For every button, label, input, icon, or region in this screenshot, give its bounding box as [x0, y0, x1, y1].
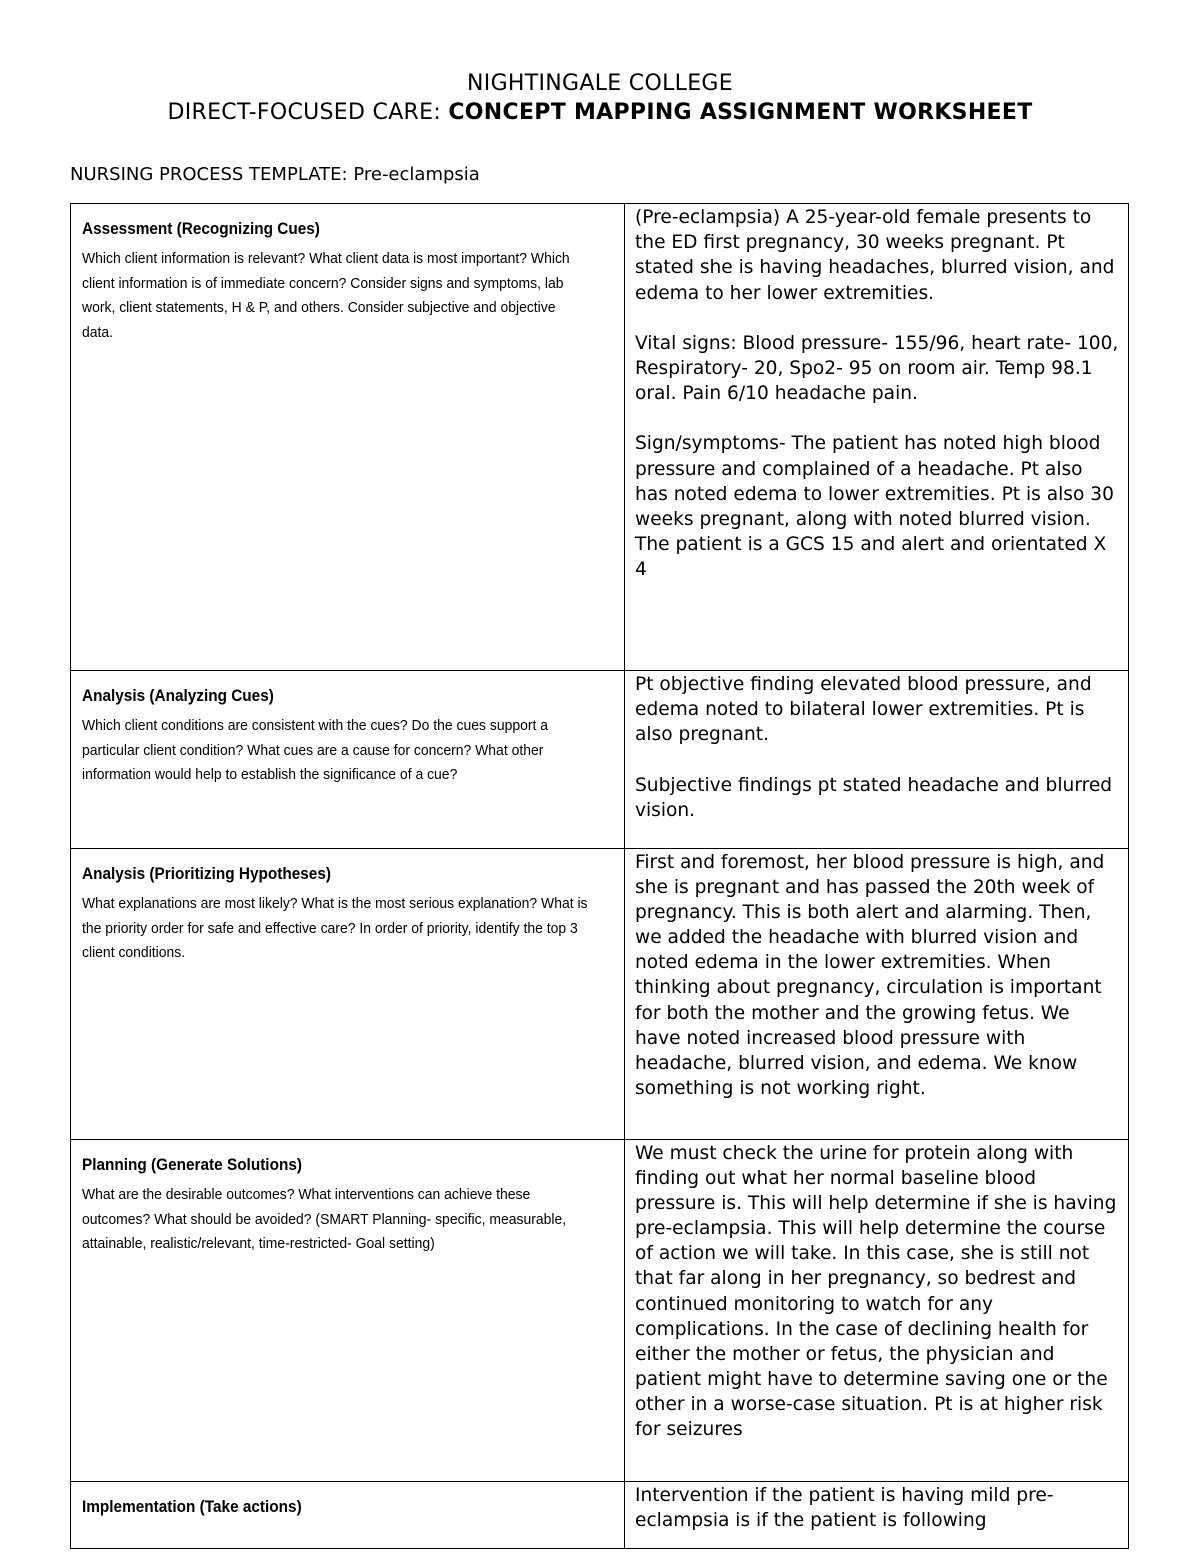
table-row [71, 671, 1129, 849]
section-prompt: What are the desirable outcomes? What interventions can achieve these outcomes? What should be avoided? (SMART Planning- specific, measurable, attainable, realistic/relevant, time-restricted- Goal setting) [82, 1186, 567, 1252]
document-header [0, 70, 1200, 128]
table-row [71, 204, 1129, 671]
nursing-process-table [70, 203, 1129, 1549]
section-heading: Assessment (Recognizing Cues) [82, 220, 320, 238]
section-heading: Implementation (Take actions) [82, 1498, 302, 1516]
response-paragraph: (Pre-eclampsia) A 25-year-old female presents to the ED first pregnancy, 30 weeks pregnant. Pt stated she is having headaches, blurred vision, and edema to her lower extremities. [635, 207, 1115, 304]
response-paragraph: Subjective findings pt stated headache and blurred vision. [635, 774, 1113, 821]
section-heading: Analysis (Analyzing Cues) [82, 687, 274, 705]
response-paragraph: First and foremost, her blood pressure is high, and she is pregnant and has passed the 20th week of pregnancy. This is both alert and alarming. Then, we added the headache with blurred vision and noted edema in the lower extremities. When thinking about pregnancy, circulation is important for both the mother and the growing fetus. We have noted increased blood pressure with headache, blurred vision, and edema. We know something is not working right. [635, 852, 1105, 1099]
section-response-cell [625, 849, 1129, 1140]
table-row [71, 1140, 1129, 1482]
section-label-cell [71, 1140, 625, 1482]
section-prompt: What explanations are most likely? What is the most serious explanation? What is the priority order for safe and effective care? In order of priority, identify the top 3 client conditions. [82, 895, 588, 961]
worksheet-title-bold: CONCEPT MAPPING ASSIGNMENT WORKSHEET [448, 100, 1033, 125]
section-label-cell [71, 204, 625, 671]
table-row [71, 849, 1129, 1140]
response-paragraph: Intervention if the patient is having mild pre-eclampsia is if the patient is following [635, 1485, 1054, 1532]
section-prompt: Which client conditions are consistent with the cues? Do the cues support a particular client condition? What cues are a cause for concern? What other information would help to establish the significance of a cue? [82, 717, 549, 783]
section-response-cell [625, 1140, 1129, 1482]
response-paragraph: Sign/symptoms- The patient has noted high blood pressure and complained of a headache. Pt also has noted edema to lower extremities. Pt is also 30 weeks pregnant, along with noted blurred vision. The patient is a GCS 15 and alert and orientated X 4 [635, 433, 1114, 581]
section-label-cell [71, 849, 625, 1140]
response-paragraph: Vital signs: Blood pressure- 155/96, heart rate- 100, Respiratory- 20, Spo2- 95 on room air. Temp 98.1 oral. Pain 6/10 headache pain. [635, 332, 1119, 405]
response-paragraph: We must check the urine for protein along with finding out what her normal baseline blood pressure is. This will help determine if she is having pre-eclampsia. This will help determine the course of action we will take. In this case, she is still not that far along in her pregnancy, so bedrest and continued monitoring to watch for any complications. In the case of declining health for either the mother or fetus, the physician and patient might have to determine saving one or the other in a worse-case situation. Pt is at higher risk for seizures [635, 1143, 1117, 1441]
section-response-cell [625, 1482, 1129, 1549]
worksheet-title [0, 98, 1200, 128]
table-row [71, 1482, 1129, 1549]
response-paragraph: Pt objective finding elevated blood pressure, and edema noted to bilateral lower extremities. Pt is also pregnant. [635, 674, 1092, 746]
section-heading: Planning (Generate Solutions) [82, 1156, 302, 1174]
section-response-cell [625, 671, 1129, 849]
section-response-cell [625, 204, 1129, 671]
section-prompt: Which client information is relevant? What client data is most important? Which client information is of immediate concern? Consider signs and symptoms, lab work, client statements, H & P, and others. Consider subjective and objective data. [82, 250, 570, 341]
section-label-cell [71, 1482, 625, 1549]
worksheet-title-plain: DIRECT-FOCUSED CARE: [167, 100, 449, 125]
college-name: NIGHTINGALE COLLEGE [467, 71, 733, 96]
template-line: NURSING PROCESS TEMPLATE: Pre-eclampsia [70, 164, 480, 185]
section-heading: Analysis (Prioritizing Hypotheses) [82, 865, 331, 883]
section-label-cell [71, 671, 625, 849]
